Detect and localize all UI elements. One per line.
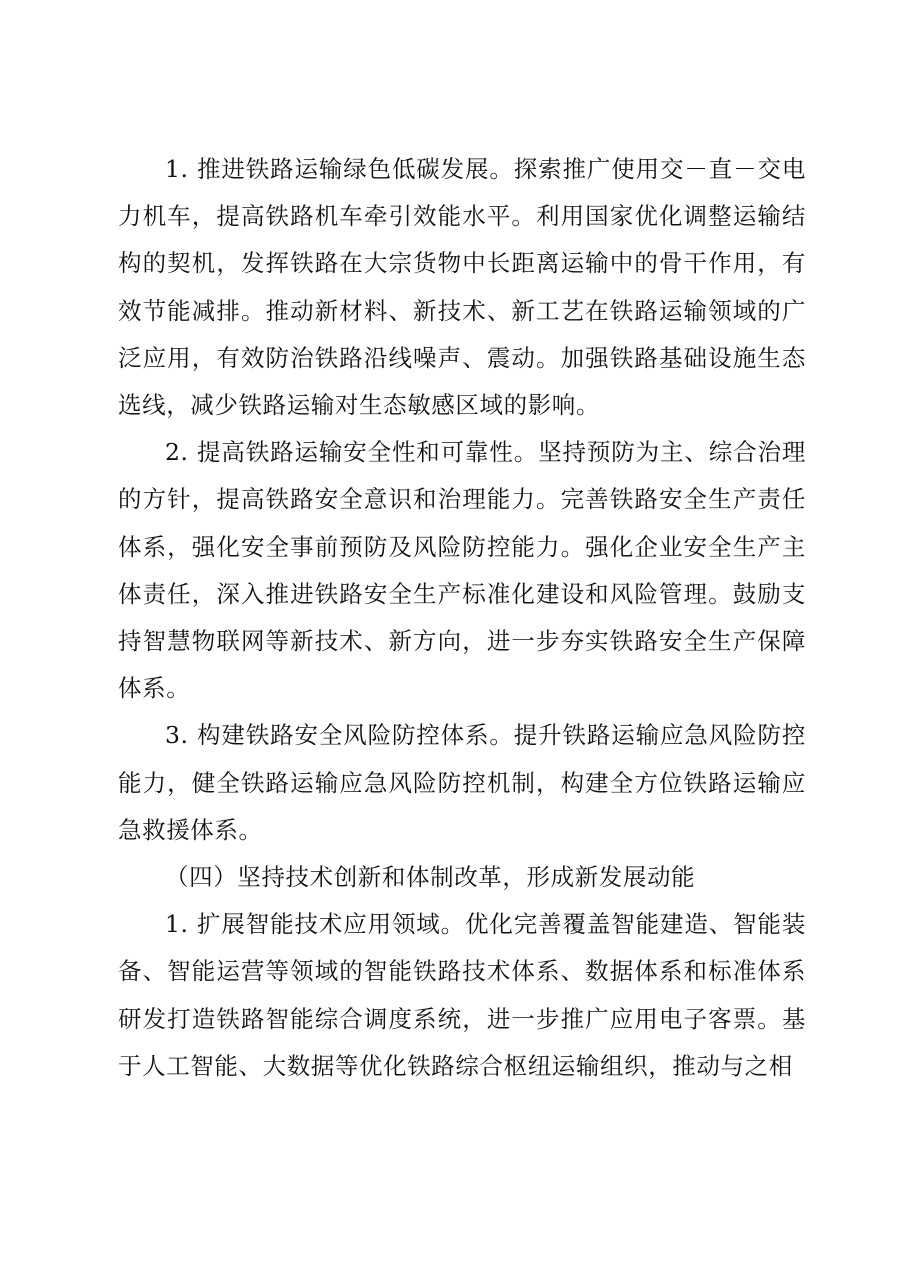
paragraph-safety-reliability: 2. 提高铁路运输安全性和可靠性。坚持预防为主、综合治理的方针，提高铁路安全意识和治理能力。完善铁路安全生产责任体系，强化安全事前预防及风险防控能力。强化企业安全生产主体责任，深入推进铁路安全生产标准化建设和风险管理。鼓励支持智慧物联网等新技术、新方向，进一步夯实铁路安全生产保障体系。 [118, 438, 806, 703]
paragraph-green-low-carbon: 1. 推进铁路运输绿色低碳发展。探索推广使用交－直－交电力机车，提高铁路机车牵引效能水平。利用国家优化调整运输结构的契机，发挥铁路在大宗货物中长距离运输中的骨干作用，有效节能减排。推动新材料、新技术、新工艺在铁路运输领域的广泛应用，有效防治铁路沿线噪声、震动。加强铁路基础设施生态选线，减少铁路运输对生态敏感区域的影响。 [118, 155, 806, 420]
paragraph-risk-control: 3. 构建铁路安全风险防控体系。提升铁路运输应急风险防控能力，健全铁路运输应急风险防控机制，构建全方位铁路运输应急救援体系。 [118, 721, 806, 844]
paragraph-smart-tech: 1. 扩展智能技术应用领域。优化完善覆盖智能建造、智能装备、智能运营等领域的智能铁路技术体系、数据体系和标准体系研发打造铁路智能综合调度系统，进一步推广应用电子客票。基于人工智能、大数据等优化铁路综合枢纽运输组织，推动与之相 [118, 910, 806, 1080]
section-heading: （四）坚持技术创新和体制改革，形成新发展动能 [165, 863, 696, 892]
document-body [118, 146, 806, 1090]
